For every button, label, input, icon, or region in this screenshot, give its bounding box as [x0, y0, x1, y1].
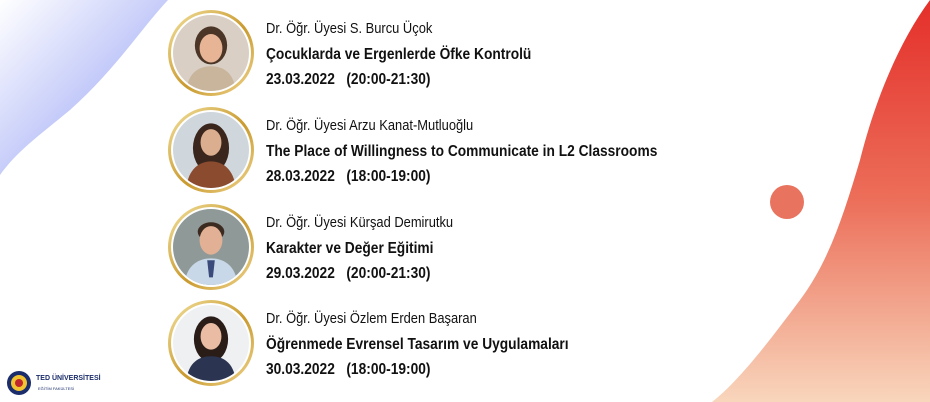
speaker-photo-frame	[168, 300, 254, 386]
speaker-name: Dr. Öğr. Üyesi Özlem Erden Başaran	[266, 310, 477, 327]
speaker-card	[168, 107, 728, 197]
speaker-photo-frame	[168, 10, 254, 96]
talk-date: 30.03.2022 (18:00-19:00)	[266, 361, 431, 378]
talk-date: 29.03.2022 (20:00-21:30)	[266, 265, 431, 282]
speaker-photo	[173, 209, 249, 285]
talk-title: Çocuklarda ve Ergenlerde Öfke Kontrolü	[266, 46, 532, 63]
speaker-photo	[173, 112, 249, 188]
talk-title: The Place of Willingness to Communicate in L2 Classrooms	[266, 143, 658, 160]
speaker-card	[168, 10, 728, 100]
speaker-photo	[173, 15, 249, 91]
speaker-photo-frame	[168, 107, 254, 193]
right-blob	[712, 0, 930, 402]
speaker-name: Dr. Öğr. Üyesi Kürşad Demirutku	[266, 214, 454, 231]
logo-name: TED ÜNİVERSİTESİ	[36, 375, 101, 382]
talk-date: 23.03.2022 (20:00-21:30)	[266, 71, 431, 88]
speaker-photo	[173, 305, 249, 381]
speaker-card	[168, 300, 728, 390]
speaker-card	[168, 204, 728, 294]
speaker-name: Dr. Öğr. Üyesi Arzu Kanat-Mutluoğlu	[266, 117, 474, 134]
talk-date: 28.03.2022 (18:00-19:00)	[266, 168, 431, 185]
university-logo	[6, 368, 126, 398]
logo-subtitle: EĞİTİM FAKÜLTESİ	[38, 386, 75, 391]
left-blob	[0, 0, 168, 175]
university-emblem-icon	[6, 370, 32, 396]
accent-dot	[770, 185, 804, 219]
speaker-photo-frame	[168, 204, 254, 290]
talk-title: Öğrenmede Evrensel Tasarım ve Uygulamaları	[266, 336, 569, 353]
speaker-name: Dr. Öğr. Üyesi S. Burcu Üçok	[266, 20, 433, 37]
talk-title: Karakter ve Değer Eğitimi	[266, 240, 434, 257]
